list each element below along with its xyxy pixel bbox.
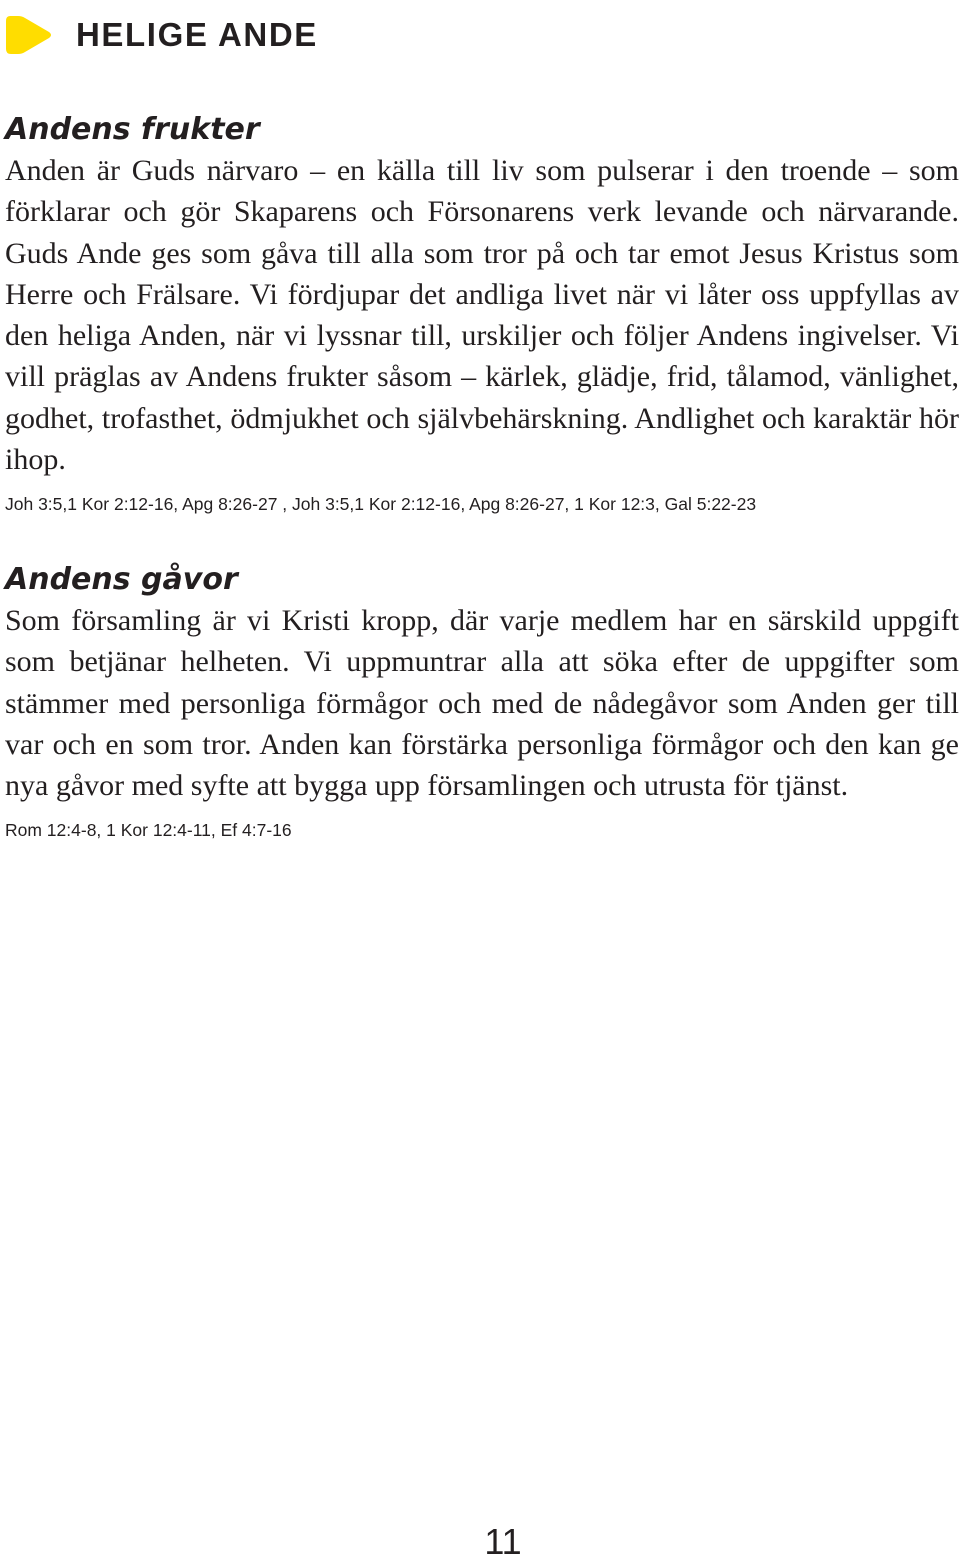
section-andens-frukter — [5, 110, 959, 518]
section-body: Anden är Guds närvaro – en källa till liv som pulserar i den troende – som förklarar och gör Skaparens och Försonarens verk levande och närvarande. Guds Ande ges som gåva till alla som tror på och tar emot Jesus Kristus som Herre och Frälsare. Vi fördjupar det andliga livet när vi låter oss uppfyllas av den heliga Anden, när vi lyssnar till, urskiljer och följer Andens ingivelser. Vi vill präglas av Andens frukter såsom – kärlek, glädje, frid, tålamod, vänlighet, godhet, trofasthet, ödmjukhet och självbehärskning. Andlighet och karaktär hör ihop. — [5, 154, 959, 477]
bible-references: Joh 3:5,1 Kor 2:12-16, Apg 8:26-27 , Joh 3:5,1 Kor 2:12-16, Apg 8:26-27, 1 Kor 12:3, Gal 5:22-23 — [5, 494, 757, 515]
marker-shape — [6, 16, 51, 54]
chapter-header — [6, 14, 906, 56]
yellow-marker-icon — [6, 14, 52, 56]
bible-references: Rom 12:4-8, 1 Kor 12:4-11, Ef 4:7-16 — [5, 820, 292, 841]
section-body: Som församling är vi Kristi kropp, där varje medlem har en särskild uppgift som betjänar helheten. Vi uppmuntrar alla att söka efter de uppgifter som stämmer med personliga förmågor och med de nådegåvor som Anden ger till var och en som tror. Anden kan förstärka personliga förmågor och den kan ge nya gåvor med syfte att bygga upp församlingen och utrusta för tjänst. — [5, 604, 959, 803]
page-number: 11 — [484, 1521, 522, 1562]
section-heading: Andens frukter — [5, 112, 260, 147]
section-andens-gavor — [5, 560, 959, 844]
chapter-title: HELIGE ANDE — [76, 16, 318, 53]
section-heading: Andens gåvor — [5, 562, 238, 597]
